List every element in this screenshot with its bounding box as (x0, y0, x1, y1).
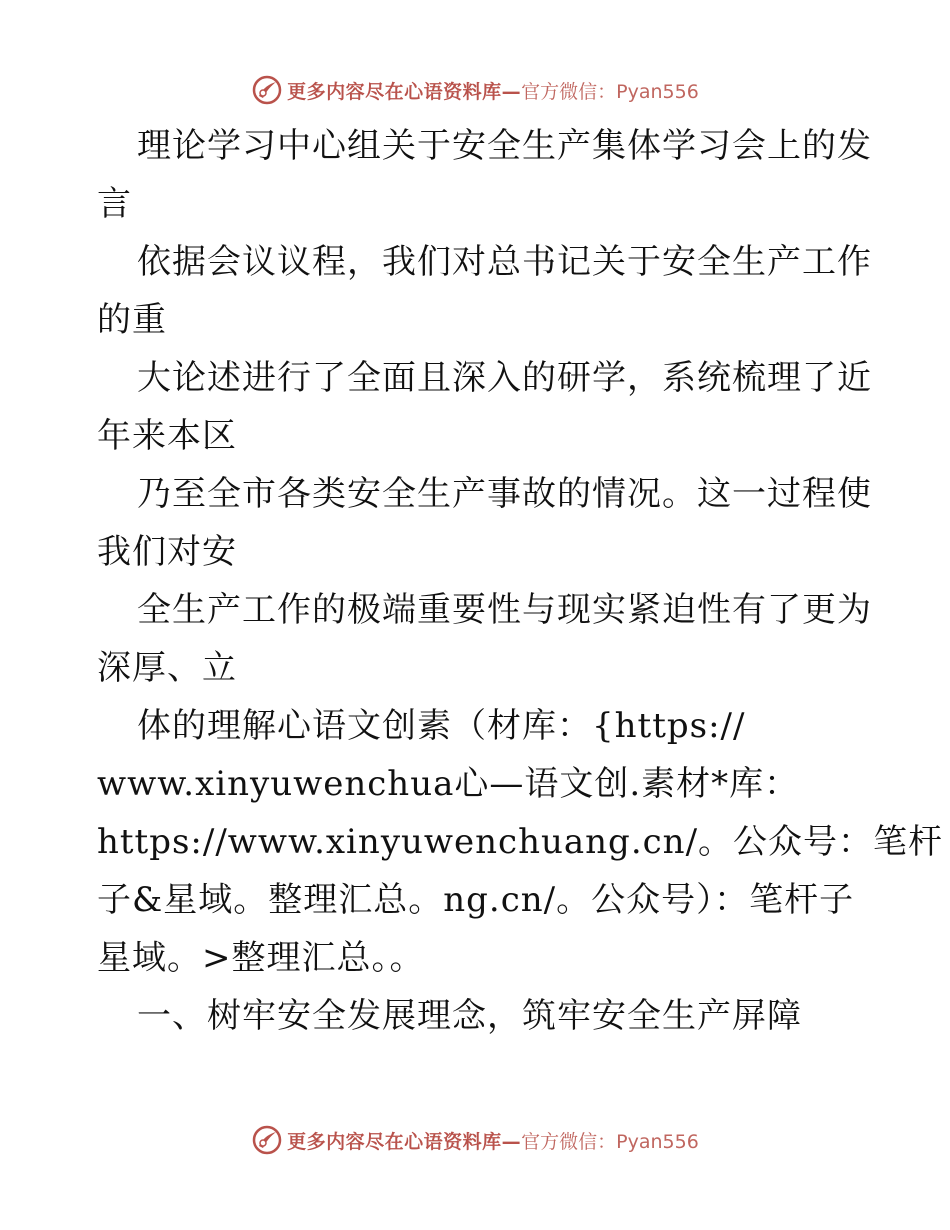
header-banner-text: 更多内容尽在心语资料库— (287, 80, 522, 103)
text-line: 子&星域。整理汇总。ng.cn/。公众号）：笔杆子 (97, 880, 855, 920)
text-line: 大论述进行了全面且深入的研学，系统梳理了近 (137, 358, 872, 398)
brand-logo-icon (251, 1124, 283, 1156)
text-line: 的重 (97, 300, 167, 340)
header-banner-wechat: 官方微信：Pyan556 (521, 80, 699, 103)
text-line: 言 (97, 184, 132, 224)
text-line: 依据会议议程，我们对总书记关于安全生产工作 (137, 242, 872, 282)
section-heading: 一、树牢安全发展理念，筑牢安全生产屏障 (137, 996, 802, 1036)
text-line: 理论学习中心组关于安全生产集体学习会上的发 (137, 126, 872, 166)
document-body (97, 117, 944, 1045)
header-banner (0, 70, 950, 110)
text-line: 深厚、立 (97, 648, 237, 688)
text-line: 乃至全市各类安全生产事故的情况。这一过程使 (137, 474, 872, 514)
text-line: 体的理解心语文创素（材库：{https:// (137, 706, 746, 746)
text-line: 我们对安 (97, 532, 237, 572)
text-line: https://www.xinyuwenchuang.cn/。公众号：笔杆 (97, 822, 944, 862)
text-line: 年来本区 (97, 416, 237, 456)
brand-logo-icon (251, 74, 283, 106)
text-line: www.xinyuwenchua心—语文创.素材*库： (97, 764, 800, 804)
footer-banner-text: 更多内容尽在心语资料库— (287, 1130, 522, 1153)
text-line: 星域。>整理汇总。。 (97, 938, 425, 978)
footer-banner (0, 1120, 950, 1160)
footer-banner-wechat: 官方微信：Pyan556 (521, 1130, 699, 1153)
text-line: 全生产工作的极端重要性与现实紧迫性有了更为 (137, 590, 872, 630)
